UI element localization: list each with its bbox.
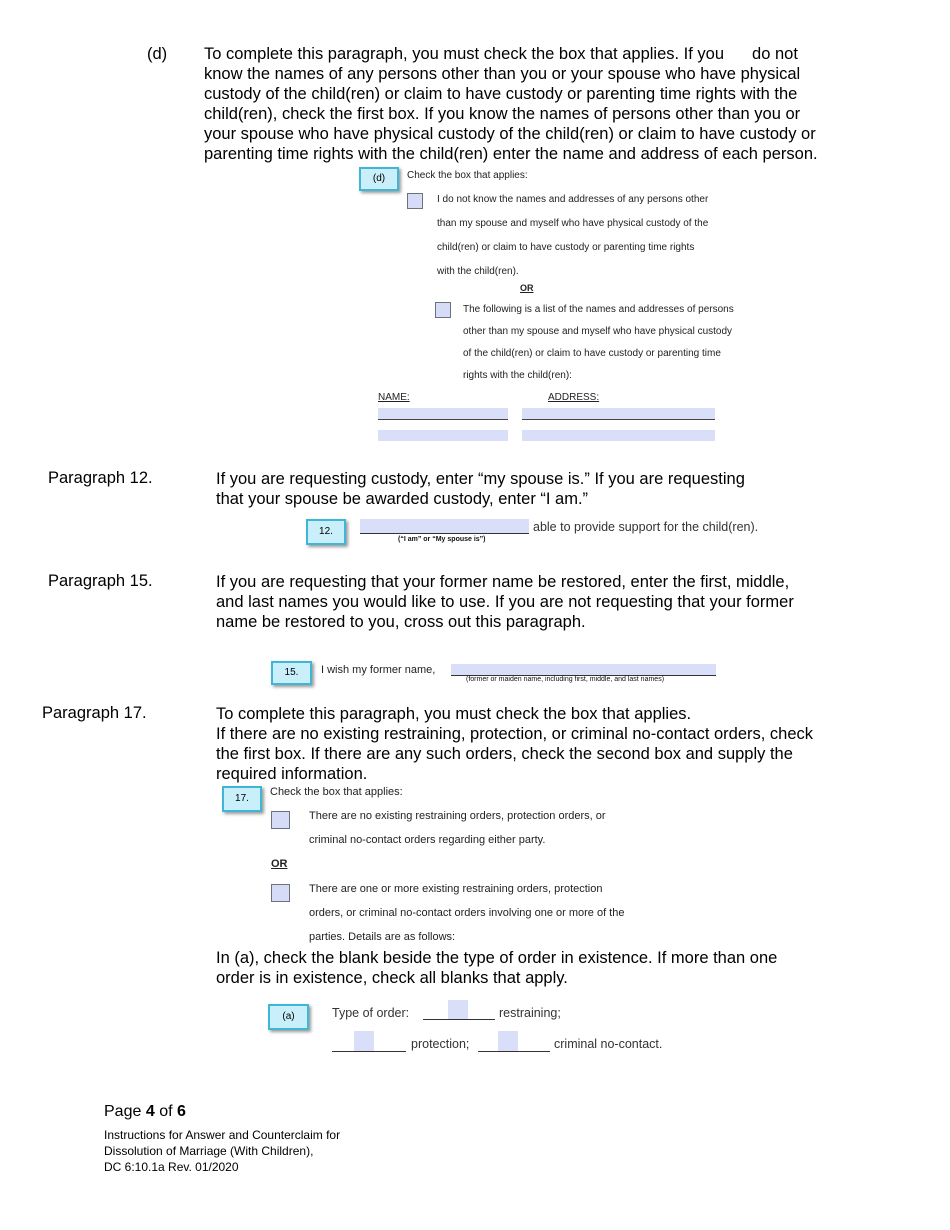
para-17-opt1-l1: There are no existing restraining orders, protection orders, or — [309, 810, 606, 822]
para-d-line1b: do not — [752, 45, 798, 63]
form-d-opt1-l4: with the child(ren). — [437, 266, 519, 277]
form-d-checkbox-2[interactable] — [435, 302, 451, 318]
para-17-after — [216, 948, 777, 988]
para-17a-restraining-fill[interactable] — [448, 1000, 468, 1019]
para-17-checkbox-2[interactable] — [271, 884, 290, 902]
para-15-text — [216, 572, 794, 632]
para-15-line3: name be restored to you, cross out this paragraph. — [216, 613, 586, 631]
form-d-address-label: ADDRESS: — [548, 392, 600, 403]
form-d-tag: (d) — [359, 167, 399, 191]
form-d-opt1-l3: child(ren) or claim to have custody or parenting time rights — [437, 242, 695, 253]
para-d-line4: child(ren), check the first box. If you know the names of persons other than you or — [204, 105, 801, 123]
para-15-prefix: I wish my former name, — [321, 664, 436, 676]
form-d-opt2-l3: of the child(ren) or claim to have custody or parenting time — [463, 348, 721, 359]
form-d-name-field-1[interactable] — [378, 408, 508, 420]
page-word: Page — [104, 1103, 142, 1120]
page-number — [104, 1103, 186, 1121]
para-d-line2: know the names of any persons other than you or your spouse who have physical — [204, 65, 801, 83]
form-d-opt2 — [463, 304, 734, 382]
para-17-after2: order is in existence, check all blanks that apply. — [216, 969, 568, 987]
para-17-after1: In (a), check the blank beside the type of order in existence. If more than one — [216, 949, 778, 967]
form-d-opt1 — [437, 194, 708, 278]
para-12-text — [216, 469, 745, 509]
para-17-opt1 — [309, 810, 606, 847]
form-d-name-field-2[interactable] — [378, 430, 508, 441]
para-12-suffix: able to provide support for the child(ren). — [533, 520, 759, 534]
page-total: 6 — [176, 1103, 186, 1120]
para-17-opt2-l2: orders, or criminal no-contact orders involving one or more of the — [309, 907, 625, 919]
page-num: 4 — [145, 1103, 155, 1120]
para-17-line2: If there are no existing restraining, protection, or criminal no-contact orders, check — [216, 725, 814, 743]
form-d-or: OR — [520, 283, 534, 293]
para-17-checkbox-1[interactable] — [271, 811, 290, 829]
form-d-address-field-2[interactable] — [522, 430, 715, 441]
para-17a-protection: protection; — [411, 1037, 470, 1051]
form-d-name-label: NAME: — [378, 392, 410, 403]
para-17-line1: To complete this paragraph, you must check the box that applies. — [216, 705, 692, 723]
form-d-opt1-l1: I do not know the names and addresses of any persons other — [437, 194, 709, 205]
para-15-line1: If you are requesting that your former name be restored, enter the first, middle, — [216, 573, 790, 591]
para-17a-criminal-fill[interactable] — [498, 1031, 518, 1051]
para-17a-protection-fill[interactable] — [354, 1031, 374, 1051]
para-d-line5: your spouse who have physical custody of the child(ren) or claim to have custody or — [204, 125, 816, 143]
footer-line1: Instructions for Answer and Counterclaim for — [104, 1128, 341, 1142]
para-17-opt2-l1: There are one or more existing restraining orders, protection — [309, 883, 603, 895]
footer-line3: DC 6:10.1a Rev. 01/2020 — [104, 1160, 239, 1174]
para-17-line4: required information. — [216, 765, 368, 783]
para-17-line3: the first box. If there are any such orders, check the second box and supply the — [216, 745, 793, 763]
para-12-label: Paragraph 12. — [48, 469, 153, 487]
form-d-address-field-1[interactable] — [522, 408, 715, 420]
para-17-opt1-l2: criminal no-contact orders regarding either party. — [309, 834, 546, 846]
form-d-opt2-l2: other than my spouse and myself who have physical custody — [463, 326, 733, 337]
para-d-label: (d) — [147, 45, 168, 63]
para-d-text — [204, 44, 864, 164]
para-d-line1a: To complete this paragraph, you must check the box that applies. If you — [204, 45, 725, 63]
para-15-line2: and last names you would like to use. If you are not requesting that your former — [216, 593, 794, 611]
form-d-check-label: Check the box that applies: — [407, 170, 528, 181]
form-d-opt1-l2: than my spouse and myself who have physical custody of the — [437, 218, 709, 229]
para-17-text — [216, 704, 813, 784]
para-17-or: OR — [271, 858, 288, 870]
para-d-line6: parenting time rights with the child(ren) enter the name and address of each person. — [204, 145, 818, 163]
form-d-checkbox-1[interactable] — [407, 193, 423, 209]
para-12-field[interactable] — [360, 519, 529, 534]
para-12-line2: that your spouse be awarded custody, enter “I am.” — [216, 490, 589, 508]
para-17a-restraining: restraining; — [499, 1006, 561, 1020]
para-17-tag: 17. — [222, 786, 262, 812]
para-d-line3: custody of the child(ren) or claim to have custody or parenting time rights with the — [204, 85, 798, 103]
footer-line2: Dissolution of Marriage (With Children), — [104, 1144, 314, 1158]
para-15-label: Paragraph 15. — [48, 572, 153, 590]
footer-text — [104, 1127, 340, 1175]
para-17-opt2 — [309, 883, 624, 944]
para-17-check-label: Check the box that applies: — [270, 786, 403, 798]
para-17-label: Paragraph 17. — [42, 704, 147, 722]
para-17a-criminal: criminal no-contact. — [554, 1037, 663, 1051]
para-17a-type-label: Type of order: — [332, 1006, 410, 1020]
para-12-hint: (“I am” or “My spouse is”) — [398, 536, 486, 543]
para-17a-tag: (a) — [268, 1004, 309, 1030]
of-word: of — [159, 1103, 173, 1120]
form-d-opt2-l4: rights with the child(ren): — [463, 370, 572, 381]
para-15-hint: (former or maiden name, including first, middle, and last names) — [466, 676, 665, 683]
para-12-line1: If you are requesting custody, enter “my spouse is.” If you are requesting — [216, 470, 745, 488]
para-15-field[interactable] — [451, 664, 716, 676]
para-15-tag: 15. — [271, 661, 312, 685]
para-17-opt2-l3: parties. Details are as follows: — [309, 931, 456, 943]
form-d-opt2-l1: The following is a list of the names and addresses of persons — [463, 304, 734, 315]
para-12-tag: 12. — [306, 519, 346, 545]
